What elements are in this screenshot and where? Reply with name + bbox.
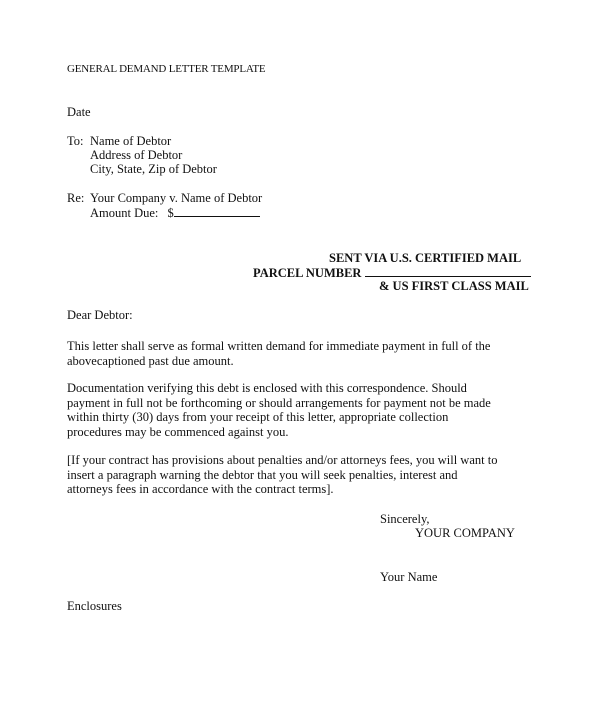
amount-due-blank xyxy=(174,205,260,217)
paragraph-line: payment in full not be forthcoming or should arrangements for payment not be made xyxy=(67,395,491,410)
amount-due-line xyxy=(90,205,260,220)
closing-company: YOUR COMPANY xyxy=(415,526,515,540)
paragraph-penalties xyxy=(67,453,547,497)
paragraph-line: procedures may be commenced against you. xyxy=(67,424,289,439)
salutation: Dear Debtor: xyxy=(67,308,133,322)
closing-sincerely: Sincerely, xyxy=(380,512,430,526)
paragraph-line: [If your contract has provisions about penalties and/or attorneys fees, you will want to xyxy=(67,453,498,467)
paragraph-line: attorneys fees in accordance with the contract terms]. xyxy=(67,482,334,496)
paragraph-line: within thirty (30) days from your receipt of this letter, appropriate collection xyxy=(67,410,449,424)
document-title: GENERAL DEMAND LETTER TEMPLATE xyxy=(67,63,266,75)
parcel-number-line xyxy=(253,265,531,280)
paragraph-line: insert a paragraph warning the debtor that you will seek penalties, interest and xyxy=(67,467,458,482)
paragraph-demand xyxy=(67,339,547,368)
parcel-number-label: PARCEL NUMBER xyxy=(253,266,362,280)
to-prefix: To: xyxy=(67,134,84,148)
mailing-line-certified: SENT VIA U.S. CERTIFIED MAIL xyxy=(329,251,522,265)
parcel-number-blank xyxy=(365,265,531,277)
paragraph-line: Documentation verifying this debt is enclosed with this correspondence. Should xyxy=(67,381,467,395)
mailing-line-first-class: & US FIRST CLASS MAIL xyxy=(379,279,529,293)
debtor-address: Address of Debtor xyxy=(90,148,183,162)
closing-name: Your Name xyxy=(380,570,438,584)
enclosures-label: Enclosures xyxy=(67,599,122,613)
paragraph-line: This letter shall serve as formal written demand for immediate payment in full of the xyxy=(67,339,491,353)
paragraph-line: abovecaptioned past due amount. xyxy=(67,353,234,368)
debtor-name: Name of Debtor xyxy=(90,134,172,148)
re-case: Your Company v. Name of Debtor xyxy=(90,191,263,205)
debtor-city: City, State, Zip of Debtor xyxy=(90,162,217,176)
re-prefix: Re: xyxy=(67,191,85,205)
date-label: Date xyxy=(67,105,91,119)
amount-due-currency: $ xyxy=(167,206,174,220)
amount-due-label: Amount Due: xyxy=(90,206,159,220)
paragraph-documentation xyxy=(67,381,547,439)
